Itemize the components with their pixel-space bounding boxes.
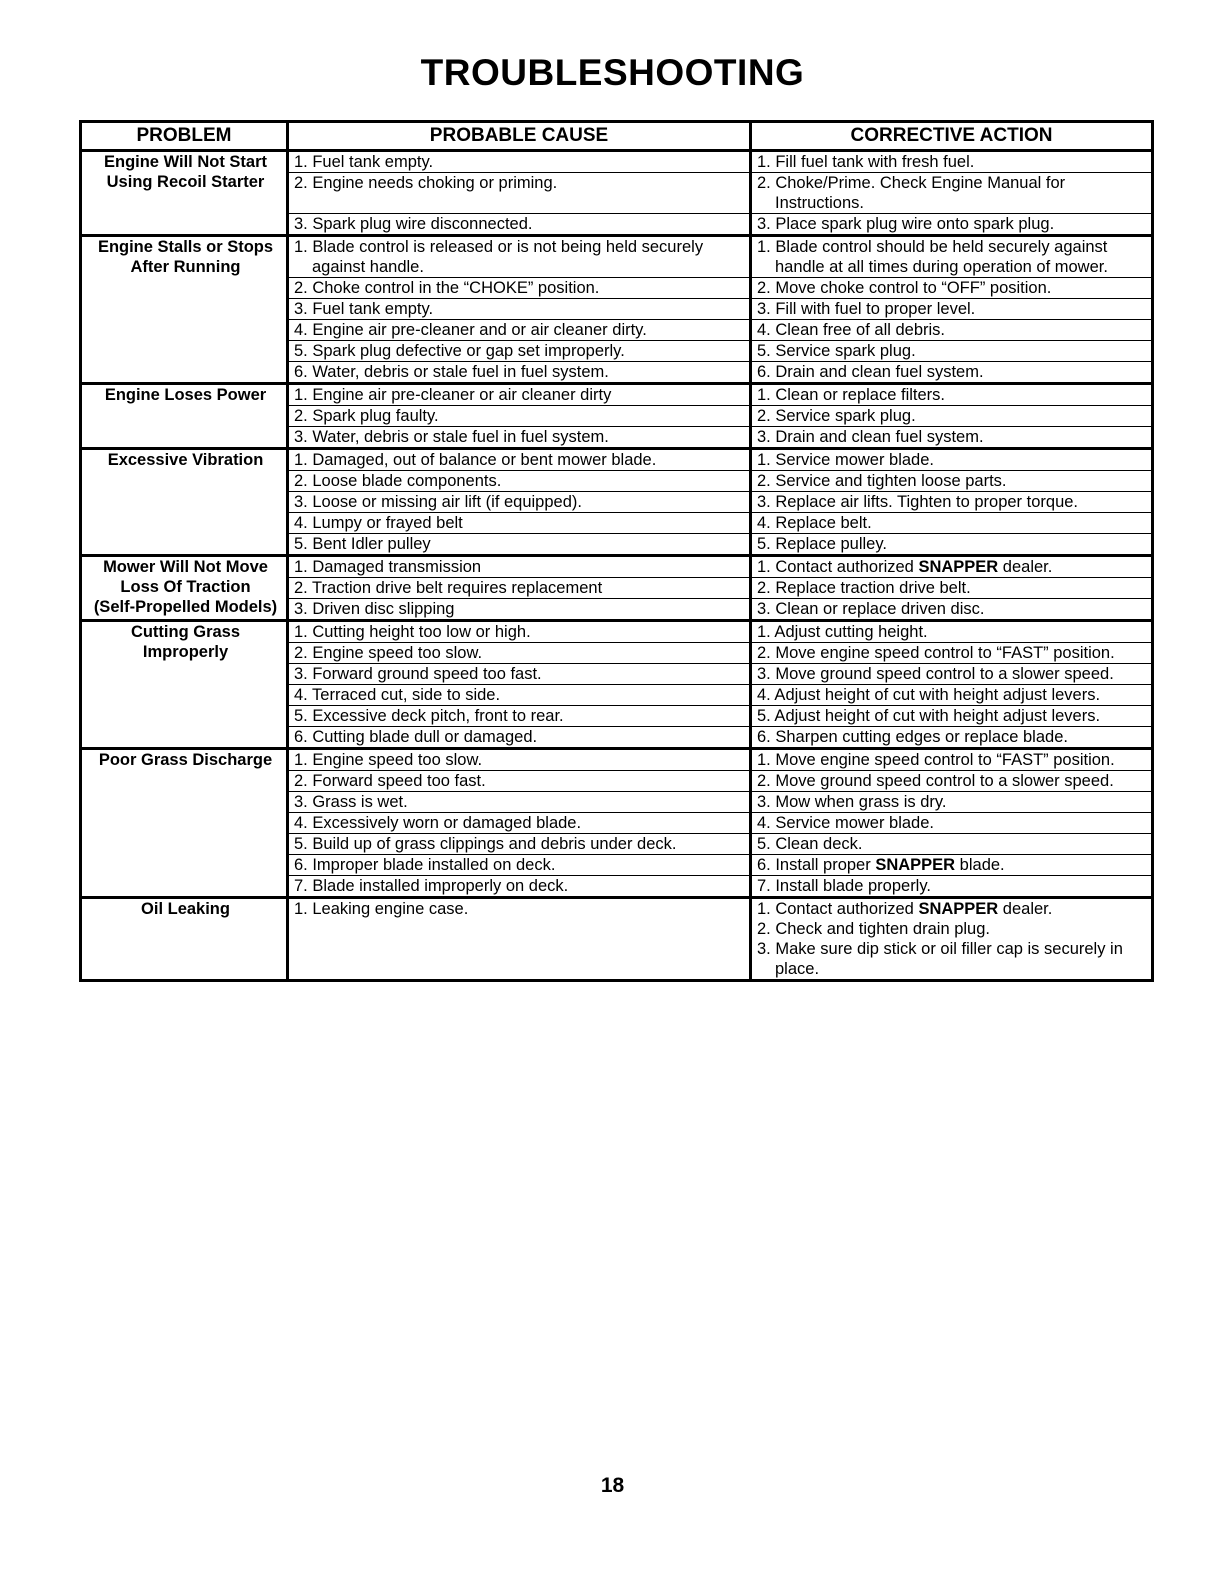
cause-text: 4. Terraced cut, side to side. xyxy=(294,686,501,704)
cause-cell xyxy=(288,556,751,578)
action-text: 1. Adjust cutting height. xyxy=(757,623,928,641)
page-title: TROUBLESHOOTING xyxy=(420,52,805,93)
cause-cell xyxy=(288,834,751,855)
cause-cell xyxy=(288,749,751,771)
brand-name: SNAPPER xyxy=(918,558,999,576)
cause-text: 3. Grass is wet. xyxy=(294,793,408,811)
action-text: 1. Move engine speed control to “FAST” position. xyxy=(757,751,1115,769)
action-cell xyxy=(751,320,1153,341)
action-text: 2. Move choke control to “OFF” position. xyxy=(757,279,1052,297)
action-cell xyxy=(751,406,1153,427)
action-text: 6. Install proper SNAPPER blade. xyxy=(757,856,1005,874)
cause-cell xyxy=(288,427,751,449)
cause-text: 1. Fuel tank empty. xyxy=(294,153,434,171)
cause-cell xyxy=(288,384,751,406)
action-text: 6. Drain and clean fuel system. xyxy=(757,363,984,381)
action-text: 4. Clean free of all debris. xyxy=(757,321,946,339)
cause-text: 4. Lumpy or frayed belt xyxy=(294,514,463,532)
action-cell xyxy=(751,771,1153,792)
action-text: 3. Replace air lifts. Tighten to proper torque. xyxy=(757,493,1079,511)
cause-cell xyxy=(288,534,751,556)
cause-text: 3. Fuel tank empty. xyxy=(294,300,434,318)
cause-cell xyxy=(288,706,751,727)
cause-text: 2. Traction drive belt requires replacement xyxy=(294,579,603,597)
cause-cell xyxy=(288,299,751,320)
problem-label: Cutting Grass xyxy=(130,623,241,641)
action-text: 2. Service and tighten loose parts. xyxy=(757,472,1007,490)
cause-cell xyxy=(288,406,751,427)
action-cell xyxy=(751,214,1153,236)
action-cell xyxy=(751,749,1153,771)
table-row xyxy=(81,749,1153,771)
cause-text: 2. Loose blade components. xyxy=(294,472,502,490)
problem-cell xyxy=(81,556,288,621)
action-text: 2. Move ground speed control to a slower speed. xyxy=(757,772,1114,790)
action-text: 5. Replace pulley. xyxy=(757,535,887,553)
cause-cell xyxy=(288,599,751,621)
table-row xyxy=(81,151,1153,173)
table-row xyxy=(81,621,1153,643)
cause-text: 1. Engine speed too slow. xyxy=(294,751,483,769)
problem-cell xyxy=(81,898,288,981)
cause-text: 1. Leaking engine case. xyxy=(294,900,469,918)
problem-label: Oil Leaking xyxy=(141,900,230,918)
cause-cell xyxy=(288,898,751,981)
cause-text: 2. Engine needs choking or priming. xyxy=(294,174,558,192)
table-row xyxy=(81,449,1153,471)
table-row xyxy=(81,556,1153,578)
cause-text: 2. Engine speed too slow. xyxy=(294,644,483,662)
action-cell xyxy=(751,578,1153,599)
cause-cell xyxy=(288,792,751,813)
action-cell xyxy=(751,834,1153,855)
action-text: 1. Contact authorized SNAPPER dealer. xyxy=(757,900,1053,918)
action-cell xyxy=(751,173,1153,214)
troubleshooting-table xyxy=(79,120,1154,982)
cause-cell xyxy=(288,278,751,299)
cause-cell xyxy=(288,341,751,362)
problem-cell xyxy=(81,449,288,556)
action-text: 2. Check and tighten drain plug. xyxy=(757,920,990,938)
action-text: 3. Make sure dip stick or oil filler cap is securely in place. xyxy=(757,940,1123,978)
page-number: 18 xyxy=(600,1474,625,1497)
action-cell xyxy=(751,706,1153,727)
table-row xyxy=(81,384,1153,406)
cause-cell xyxy=(288,513,751,534)
cause-text: 1. Blade control is released or is not being held securely against handle. xyxy=(294,238,704,276)
action-text: 5. Adjust height of cut with height adjust levers. xyxy=(757,707,1101,725)
cause-text: 3. Loose or missing air lift (if equipped). xyxy=(294,493,582,511)
action-text: 1. Blade control should be held securely against handle at all times during operation of mower. xyxy=(757,238,1108,276)
action-text: 2. Choke/Prime. Check Engine Manual for Instructions. xyxy=(757,174,1066,212)
action-text: 5. Service spark plug. xyxy=(757,342,916,360)
cause-cell xyxy=(288,727,751,749)
cause-text: 4. Engine air pre-cleaner and or air cleaner dirty. xyxy=(294,321,647,339)
cause-text: 2. Spark plug faulty. xyxy=(294,407,439,425)
action-cell xyxy=(751,449,1153,471)
action-text: 1. Fill fuel tank with fresh fuel. xyxy=(757,153,975,171)
problem-cell xyxy=(81,621,288,749)
cause-cell xyxy=(288,492,751,513)
action-cell xyxy=(751,427,1153,449)
action-cell xyxy=(751,341,1153,362)
cause-cell xyxy=(288,578,751,599)
action-cell xyxy=(751,513,1153,534)
action-text: 7. Install blade properly. xyxy=(757,877,931,895)
action-cell xyxy=(751,621,1153,643)
problem-cell xyxy=(81,151,288,236)
problem-label: Engine Will Not Start xyxy=(103,153,268,171)
problem-label: Engine Loses Power xyxy=(104,386,267,404)
problem-label: Mower Will Not Move xyxy=(103,558,268,576)
action-text: 1. Clean or replace filters. xyxy=(757,386,946,404)
action-text: 3. Place spark plug wire onto spark plug. xyxy=(757,215,1055,233)
table-row xyxy=(81,236,1153,278)
cause-cell xyxy=(288,685,751,706)
action-cell xyxy=(751,151,1153,173)
cause-cell xyxy=(288,236,751,278)
action-cell xyxy=(751,813,1153,834)
action-cell xyxy=(751,492,1153,513)
cause-text: 6. Cutting blade dull or damaged. xyxy=(294,728,538,746)
cause-text: 6. Water, debris or stale fuel in fuel system. xyxy=(294,363,609,381)
cause-text: 1. Damaged transmission xyxy=(294,558,482,576)
action-cell xyxy=(751,685,1153,706)
cause-text: 2. Forward speed too fast. xyxy=(294,772,486,790)
action-text: 1. Contact authorized SNAPPER dealer. xyxy=(757,558,1053,576)
problem-label: (Self-Propelled Models) xyxy=(93,598,278,616)
action-text: 3. Fill with fuel to proper level. xyxy=(757,300,976,318)
problem-label: Improperly xyxy=(142,643,229,661)
cause-cell xyxy=(288,471,751,492)
action-cell xyxy=(751,727,1153,749)
action-text: 2. Replace traction drive belt. xyxy=(757,579,971,597)
action-text: 3. Drain and clean fuel system. xyxy=(757,428,984,446)
action-text: 3. Mow when grass is dry. xyxy=(757,793,947,811)
header-problem: PROBLEM xyxy=(81,122,288,151)
action-cell xyxy=(751,278,1153,299)
brand-name: SNAPPER xyxy=(918,900,999,918)
cause-cell xyxy=(288,771,751,792)
cause-text: 1. Engine air pre-cleaner or air cleaner dirty xyxy=(294,386,612,404)
action-cell xyxy=(751,384,1153,406)
cause-cell xyxy=(288,876,751,898)
action-text: 4. Service mower blade. xyxy=(757,814,934,832)
cause-cell xyxy=(288,449,751,471)
problem-label: After Running xyxy=(130,258,241,276)
header-corrective-action: CORRECTIVE ACTION xyxy=(751,122,1153,151)
action-cell xyxy=(751,792,1153,813)
action-cell xyxy=(751,898,1153,981)
action-cell xyxy=(751,362,1153,384)
cause-cell xyxy=(288,320,751,341)
cause-cell xyxy=(288,664,751,685)
action-text: 6. Sharpen cutting edges or replace blade. xyxy=(757,728,1068,746)
problem-cell xyxy=(81,384,288,449)
header-probable-cause: PROBABLE CAUSE xyxy=(288,122,751,151)
problem-label: Excessive Vibration xyxy=(107,451,264,469)
action-cell xyxy=(751,643,1153,664)
cause-text: 3. Spark plug wire disconnected. xyxy=(294,215,533,233)
cause-text: 1. Damaged, out of balance or bent mower blade. xyxy=(294,451,657,469)
problem-label: Loss Of Traction xyxy=(120,578,251,596)
table-header-row xyxy=(81,122,1153,151)
cause-text: 3. Forward ground speed too fast. xyxy=(294,665,542,683)
problem-label: Poor Grass Discharge xyxy=(98,751,273,769)
cause-text: 6. Improper blade installed on deck. xyxy=(294,856,556,874)
cause-cell xyxy=(288,855,751,876)
action-cell xyxy=(751,599,1153,621)
brand-name: SNAPPER xyxy=(875,856,956,874)
cause-text: 1. Cutting height too low or high. xyxy=(294,623,531,641)
action-text: 5. Clean deck. xyxy=(757,835,863,853)
table-body xyxy=(81,151,1153,981)
cause-text: 4. Excessively worn or damaged blade. xyxy=(294,814,582,832)
action-text: 4. Adjust height of cut with height adjust levers. xyxy=(757,686,1101,704)
cause-text: 3. Driven disc slipping xyxy=(294,600,455,618)
action-text: 1. Service mower blade. xyxy=(757,451,934,469)
cause-text: 5. Build up of grass clippings and debris under deck. xyxy=(294,835,677,853)
action-cell xyxy=(751,236,1153,278)
action-text: 3. Clean or replace driven disc. xyxy=(757,600,985,618)
cause-cell xyxy=(288,621,751,643)
action-text: 2. Service spark plug. xyxy=(757,407,916,425)
action-cell xyxy=(751,534,1153,556)
cause-text: 2. Choke control in the “CHOKE” position. xyxy=(294,279,600,297)
problem-cell xyxy=(81,749,288,898)
cause-cell xyxy=(288,214,751,236)
action-text: 4. Replace belt. xyxy=(757,514,872,532)
action-text: 2. Move engine speed control to “FAST” position. xyxy=(757,644,1115,662)
cause-cell xyxy=(288,362,751,384)
action-cell xyxy=(751,471,1153,492)
action-cell xyxy=(751,556,1153,578)
cause-text: 7. Blade installed improperly on deck. xyxy=(294,877,569,895)
table-row xyxy=(81,898,1153,981)
cause-text: 3. Water, debris or stale fuel in fuel system. xyxy=(294,428,609,446)
action-cell xyxy=(751,664,1153,685)
cause-cell xyxy=(288,643,751,664)
cause-text: 5. Spark plug defective or gap set improperly. xyxy=(294,342,625,360)
cause-cell xyxy=(288,173,751,214)
action-text: 3. Move ground speed control to a slower speed. xyxy=(757,665,1114,683)
cause-cell xyxy=(288,151,751,173)
problem-label: Engine Stalls or Stops xyxy=(97,238,274,256)
problem-label: Using Recoil Starter xyxy=(106,173,265,191)
cause-text: 5. Bent Idler pulley xyxy=(294,535,431,553)
problem-cell xyxy=(81,236,288,384)
action-cell xyxy=(751,855,1153,876)
action-cell xyxy=(751,299,1153,320)
cause-cell xyxy=(288,813,751,834)
action-cell xyxy=(751,876,1153,898)
cause-text: 5. Excessive deck pitch, front to rear. xyxy=(294,707,564,725)
